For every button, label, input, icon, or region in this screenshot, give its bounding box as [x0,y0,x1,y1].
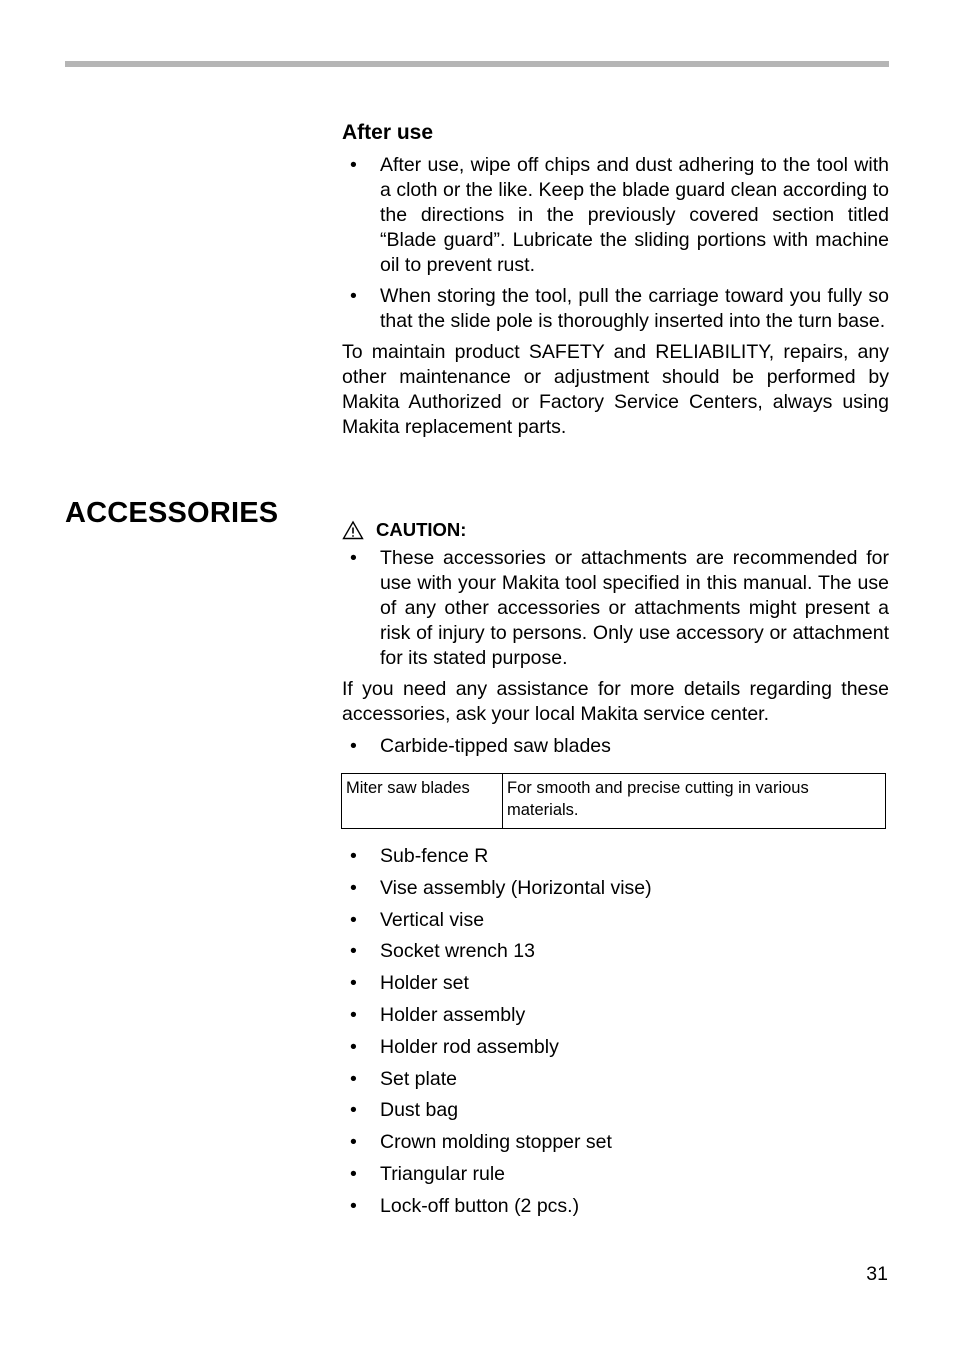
list-item: • Vise assembly (Horizontal vise) [342,876,652,908]
maintenance-note: To maintain product SAFETY and RELIABILITY, repairs, any other maintenance or adjustment should be performed by Makita Authorized or Factory Service Centers, always using Makita replacement parts. [342,341,889,438]
top-divider [65,61,889,67]
list-item: • Carbide-tipped saw blades [342,734,889,759]
list-item: • Set plate [342,1067,652,1099]
accessory-items-list [342,844,652,1226]
list-item: • Holder assembly [342,1003,652,1035]
table-row [342,774,886,829]
list-item: • Triangular rule [342,1162,652,1194]
caution-list [342,546,889,671]
blade-list [342,734,889,759]
accessories-heading: ACCESSORIES [65,497,279,529]
list-item: • Lock-off button (2 pcs.) [342,1194,652,1226]
list-item: • Holder rod assembly [342,1035,652,1067]
list-item: • After use, wipe off chips and dust adhering to the tool with a cloth or the like. Keep the blade guard clean according to the directions in the previously covered section titled “Blade guard”. Lubricate the sliding portions with machine oil to prevent rust. [342,153,889,278]
list-item: • Holder set [342,971,652,1003]
warning-triangle-icon [342,520,364,540]
list-item: • These accessories or attachments are recommended for use with your Makita tool specified in this manual. The use of any other accessories or attachments might present a risk of injury to persons. Only use accessory or attachment for its stated purpose. [342,546,889,671]
list-item: • Socket wrench 13 [342,939,652,971]
after-use-section [342,121,889,440]
list-item: • Sub-fence R [342,844,652,876]
after-use-heading: After use [342,121,434,144]
after-use-list [342,153,889,334]
table-cell-description: For smooth and precise cutting in various materials. [503,774,886,829]
list-item: • Dust bag [342,1098,652,1130]
caution-label: CAUTION: [376,519,467,540]
caution-section [342,519,889,765]
list-item: • Vertical vise [342,908,652,940]
assistance-note: If you need any assistance for more details regarding these accessories, ask your local Makita service center. [342,678,889,725]
list-item: • When storing the tool, pull the carriage toward you fully so that the slide pole is thoroughly inserted into the turn base. [342,284,889,334]
saw-blade-table [341,773,886,829]
list-item: • Crown molding stopper set [342,1130,652,1162]
page-number: 31 [866,1263,888,1285]
table-cell-name: Miter saw blades [342,774,503,829]
caution-label-row [342,519,889,541]
